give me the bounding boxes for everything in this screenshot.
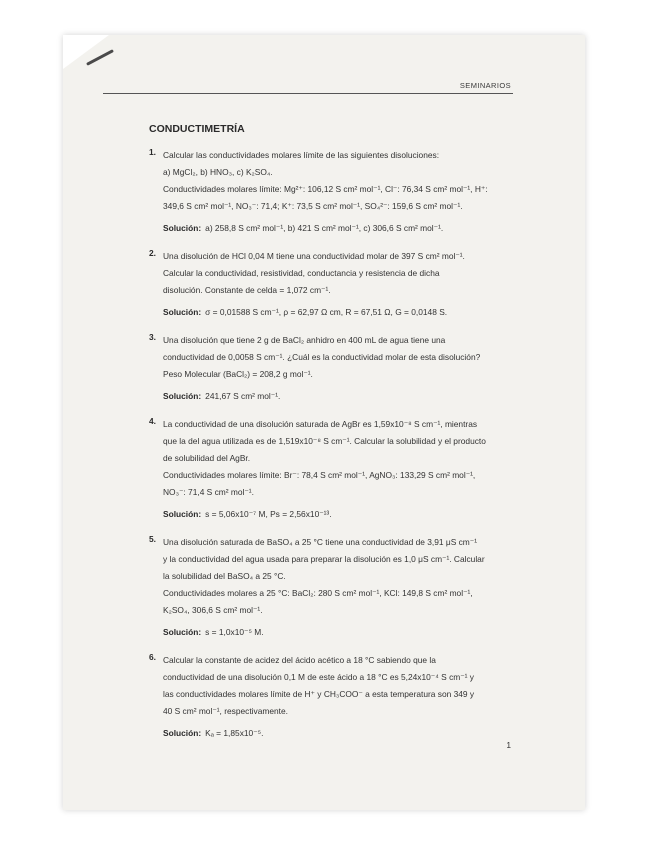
problem-text-line: que la del agua utilizada es de 1,519x10⁻⁸ S cm⁻¹. Calcular la solubilidad y el producto (163, 436, 486, 446)
solution-label: Solución: (163, 509, 202, 519)
problem-text-line: Conductividades molares a 25 °C: BaCl₂: 280 S cm² mol⁻¹, KCl: 149,8 S cm² mol⁻¹, (163, 588, 473, 598)
header-rule (103, 93, 513, 94)
problem-number: 2. (149, 248, 156, 258)
problem-text-line: disolución. Constante de celda = 1,072 cm⁻¹. (163, 285, 331, 295)
solution-label: Solución: (163, 223, 202, 233)
problem-text-line: K₂SO₄, 306,6 S cm² mol⁻¹. (163, 605, 263, 615)
problem-1 (149, 147, 515, 237)
problem-text-line: Conductividades molares límite: Mg²⁺: 106,12 S cm² mol⁻¹, Cl⁻: 76,34 S cm² mol⁻¹, H⁺: (163, 184, 488, 194)
problem-text-line: NO₃⁻: 71,4 S cm² mol⁻¹. (163, 487, 254, 497)
solution (163, 725, 515, 742)
solution (163, 506, 515, 523)
solution-text: a) 258,8 S cm² mol⁻¹, b) 421 S cm² mol⁻¹, c) 306,6 S cm² mol⁻¹. (205, 223, 444, 233)
problem-text-line: Calcular la conductividad, resistividad, conductancia y resistencia de dicha (163, 268, 440, 278)
solution (163, 220, 515, 237)
solution-text: 241,67 S cm² mol⁻¹. (205, 391, 281, 401)
problem-number: 3. (149, 332, 156, 342)
solution-text: s = 5,06x10⁻⁷ M, Ps = 2,56x10⁻¹³. (205, 509, 332, 519)
problem-6 (149, 652, 515, 742)
solution-text: s = 1,0x10⁻⁵ M. (205, 627, 264, 637)
problem-text-line: conductividad de 0,0058 S cm⁻¹. ¿Cuál es la conductividad molar de esta disolución? (163, 352, 481, 362)
problem-5 (149, 534, 515, 641)
solution-text: σ = 0,01588 S cm⁻¹, ρ = 62,97 Ω cm, R = 67,51 Ω, G = 0,0148 S. (205, 307, 448, 317)
page-title: CONDUCTIMETRÍA (149, 123, 245, 135)
problem-3 (149, 332, 515, 405)
solution-label: Solución: (163, 627, 202, 637)
problem-text-line: Calcular las conductividades molares límite de las siguientes disoluciones: (163, 150, 440, 160)
problem-4 (149, 416, 515, 523)
document-page (63, 35, 585, 810)
problem-text-line: La conductividad de una disolución saturada de AgBr es 1,59x10⁻⁸ S cm⁻¹, mientras (163, 419, 478, 429)
problem-2 (149, 248, 515, 321)
solution (163, 304, 515, 321)
solution-label: Solución: (163, 728, 202, 738)
problem-number: 6. (149, 652, 156, 662)
problem-text-line: y la conductividad del agua usada para preparar la disolución es 1,0 μS cm⁻¹. Calcular (163, 554, 485, 564)
solution (163, 624, 515, 641)
problem-number: 4. (149, 416, 156, 426)
problem-text-line: Conductividades molares límite: Br⁻: 78,4 S cm² mol⁻¹, AgNO₃: 133,29 S cm² mol⁻¹, (163, 470, 476, 480)
solution-text: Kₐ = 1,85x10⁻⁵. (205, 728, 264, 738)
problem-text-line: de solubilidad del AgBr. (163, 453, 251, 463)
header-label: SEMINARIOS (459, 81, 511, 90)
problem-number: 5. (149, 534, 156, 544)
problem-text-line: conductividad de una disolución 0,1 M de este ácido a 18 °C es 5,24x10⁻⁴ S cm⁻¹ y (163, 672, 474, 682)
problem-text-line: Calcular la constante de acidez del ácido acético a 18 °C sabiendo que la (163, 655, 436, 665)
problem-list (149, 147, 515, 753)
problem-text-line: las conductividades molares límite de H⁺ y CH₃COO⁻ a esta temperatura son 349 y (163, 689, 475, 699)
solution-label: Solución: (163, 391, 202, 401)
page-number: 1 (506, 740, 511, 750)
problem-text-line: Una disolución que tiene 2 g de BaCl₂ anhidro en 400 mL de agua tiene una (163, 335, 446, 345)
problem-text-line: Una disolución saturada de BaSO₄ a 25 °C tiene una conductividad de 3,91 μS cm⁻¹ (163, 537, 477, 547)
problem-text-line: 349,6 S cm² mol⁻¹, NO₃⁻: 71,4; K⁺: 73,5 S cm² mol⁻¹, SO₄²⁻: 159,6 S cm² mol⁻¹. (163, 201, 463, 211)
solution (163, 388, 515, 405)
problem-text-line: Peso Molecular (BaCl₂) = 208,2 g mol⁻¹. (163, 369, 313, 379)
problem-number: 1. (149, 147, 156, 157)
problem-text-line: la solubilidad del BaSO₄ a 25 °C. (163, 571, 286, 581)
problem-text-line: 40 S cm² mol⁻¹, respectivamente. (163, 706, 288, 716)
problem-text-line: Una disolución de HCl 0,04 M tiene una conductividad molar de 397 S cm² mol⁻¹. (163, 251, 465, 261)
problem-text-line: a) MgCl₂, b) HNO₃, c) K₂SO₄. (163, 167, 273, 177)
solution-label: Solución: (163, 307, 202, 317)
